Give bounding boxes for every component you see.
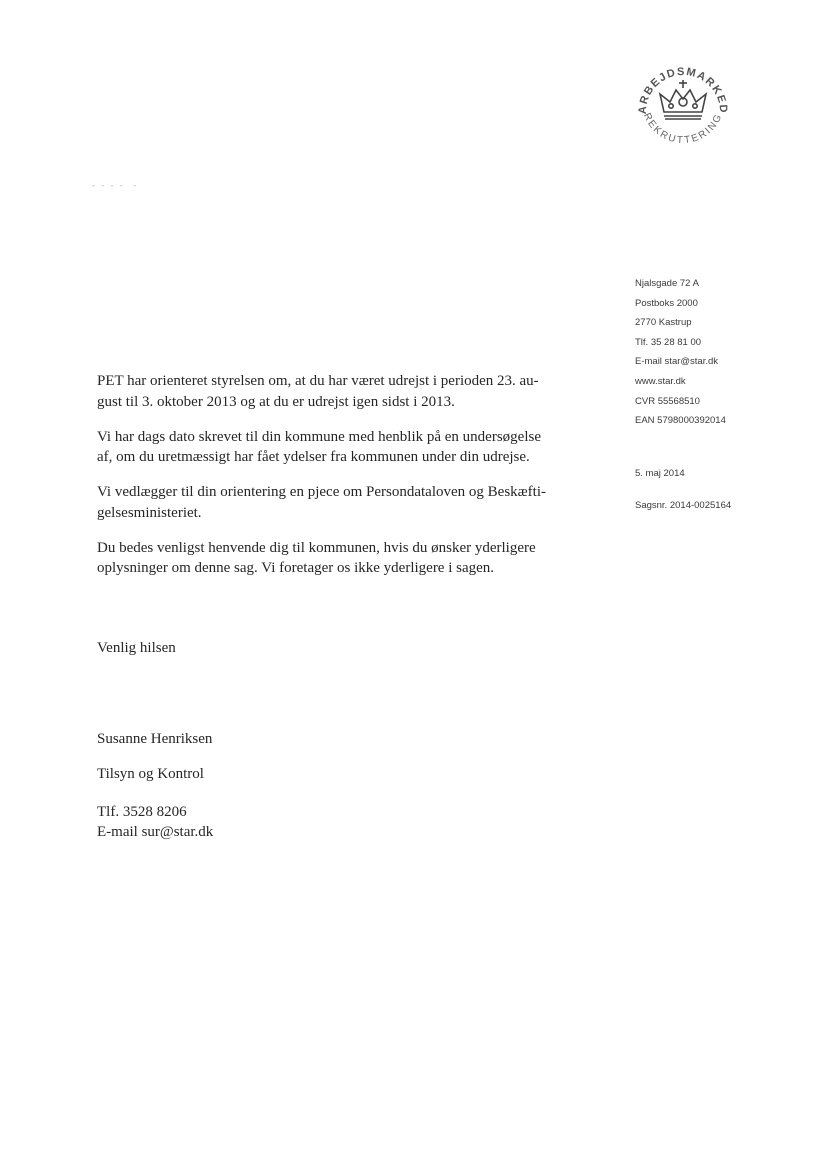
- paragraph-line: Du bedes venligst henvende dig til kommunen, hvis du ønsker yderligere: [97, 539, 536, 556]
- paragraph: [97, 427, 597, 468]
- letter-date: 5. maj 2014: [635, 468, 685, 479]
- logo-top-text: ARBEJDSMARKED: [636, 65, 730, 115]
- paragraph-line: gelsesministeriet.: [97, 504, 202, 521]
- paragraph-line: af, om du uretmæssigt har fået ydelser fra kommunen under din udrejse.: [97, 449, 530, 465]
- signer-phone: Tlf. 3528 8206: [97, 804, 187, 820]
- closing-greeting: Venlig hilsen: [97, 640, 176, 656]
- paragraph: [97, 371, 597, 412]
- crown-icon: [628, 50, 738, 160]
- signer-contact: [97, 802, 213, 842]
- postbox-line: Postboks 2000: [635, 297, 698, 309]
- city-line: 2770 Kastrup: [635, 317, 692, 329]
- scan-specks: - - - - -: [92, 180, 139, 190]
- paragraph: [97, 538, 597, 579]
- signer-name: Susanne Henriksen: [97, 731, 213, 747]
- case-number: Sagsnr. 2014-0025164: [635, 500, 732, 511]
- paragraph-line: PET har orienteret styrelsen om, at du har været udrejst i perioden 23. au-: [97, 373, 539, 389]
- paragraph-line: Vi vedlægger til din orientering en pjece om Persondataloven og Beskæfti-: [97, 484, 546, 500]
- department-name: Tilsyn og Kontrol: [97, 766, 204, 782]
- address-line: Njalsgade 72 A: [635, 278, 699, 289]
- sender-info: [635, 274, 815, 511]
- paragraph: [97, 482, 597, 523]
- paragraph-line: Vi har dags dato skrevet til din kommune med henblik på en undersøgelse: [97, 428, 541, 445]
- email-line: E-mail star@star.dk: [635, 356, 719, 368]
- phone-line: Tlf. 35 28 81 00: [635, 336, 702, 348]
- signer-email: E-mail sur@star.dk: [97, 824, 214, 840]
- letter-body: [97, 371, 597, 593]
- paragraph-line: oplysninger om denne sag. Vi foretager os ikke yderligere i sagen.: [97, 560, 495, 576]
- logo-bottom-text: REKRUTTERING: [641, 111, 726, 147]
- paragraph-line: gust til 3. oktober 2013 og at du er udrejst igen sidst i 2013.: [97, 393, 455, 410]
- ean-line: EAN 5798000392014: [635, 415, 726, 427]
- cvr-line: CVR 55568510: [635, 395, 700, 407]
- logo-seal: [628, 50, 738, 160]
- website-line: www.star.dk: [635, 375, 686, 387]
